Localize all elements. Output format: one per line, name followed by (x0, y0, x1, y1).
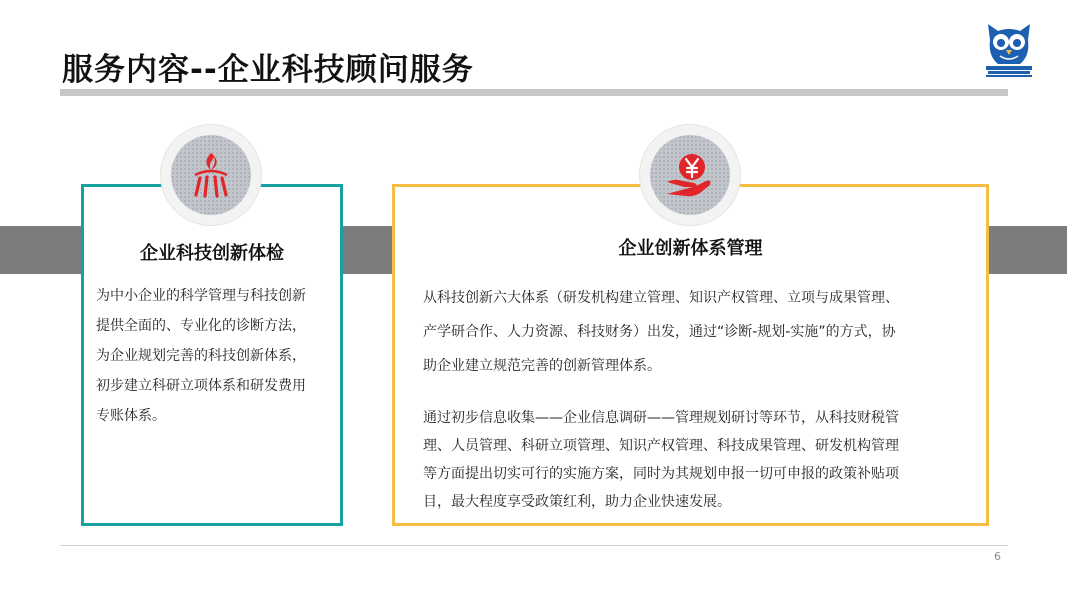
card-tech-innovation-checkup (81, 184, 343, 526)
owl-logo-icon (984, 20, 1034, 78)
body-line: 为企业规划完善的科技创新体系， (96, 348, 306, 364)
page-number: 6 (994, 550, 1001, 563)
torch-icon (183, 147, 239, 203)
card-title: 企业科技创新体检 (140, 243, 284, 264)
gray-band-middle (342, 226, 394, 274)
body-line: 为中小企业的科学管理与科技创新 (96, 288, 306, 304)
gray-band-right (987, 226, 1067, 274)
card-innovation-system-management (392, 184, 989, 526)
body-line: 等方面提出切实可行的实施方案，同时为其规划申报一切可申报的政策补贴项 (423, 466, 899, 482)
body-line: 初步建立科研立项体系和研发费用 (96, 378, 306, 394)
page-title: 服务内容--企业科技顾问服务 (62, 52, 474, 88)
body-line: 产学研合作、人力资源、科技财务）出发，通过“诊断-规划-实施”的方式，协 (423, 324, 896, 340)
body-line: 理、人员管理、科研立项管理、知识产权管理、科技成果管理、研发机构管理 (423, 438, 899, 454)
title-underline (60, 89, 1008, 96)
body-line: 助企业建立规范完善的创新管理体系。 (423, 358, 661, 374)
card-paragraph-1 (423, 281, 983, 383)
body-line: 目，最大程度享受政策红利，助力企业快速发展。 (423, 494, 731, 510)
badge-right (640, 125, 740, 225)
yen-hand-icon (662, 147, 718, 203)
gray-band-left (0, 226, 82, 274)
card-title: 企业创新体系管理 (618, 238, 763, 259)
card-paragraph-2 (423, 404, 983, 516)
body-line: 通过初步信息收集——企业信息调研——管理规划研讨等环节，从科技财税管 (423, 410, 899, 426)
card-body (96, 281, 336, 431)
badge-left (161, 125, 261, 225)
body-line: 从科技创新六大体系（研发机构建立管理、知识产权管理、立项与成果管理、 (423, 290, 899, 306)
body-line: 提供全面的、专业化的诊断方法， (96, 318, 306, 334)
body-line: 专账体系。 (96, 408, 166, 424)
footer-divider (60, 545, 1008, 546)
